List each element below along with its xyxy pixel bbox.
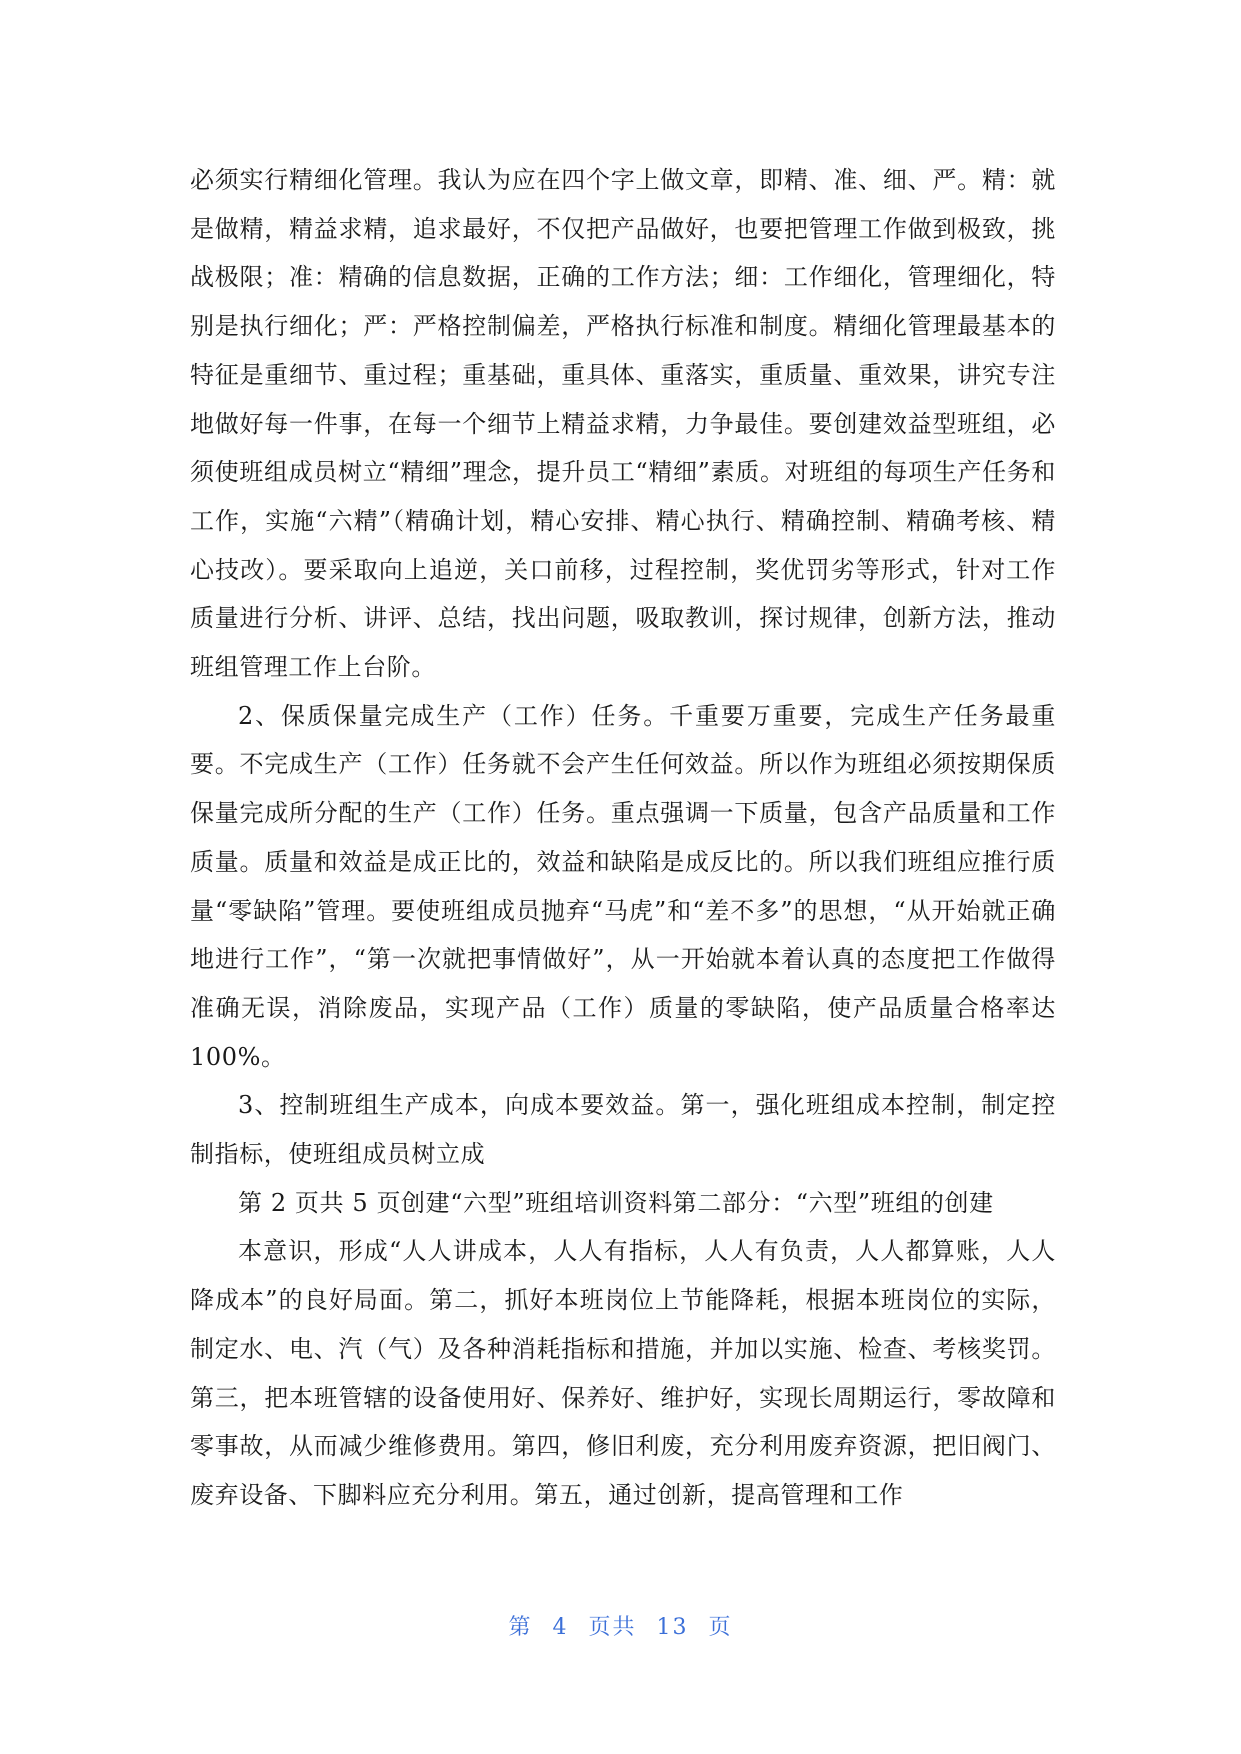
footer-prefix: 第 bbox=[508, 1615, 533, 1640]
footer-suffix: 页 bbox=[708, 1615, 733, 1640]
body-paragraph-4: 本意识，形成“人人讲成本，人人有指标，人人有负责，人人都算账，人人降成本”的良好局面。第二，抓好本班岗位上节能降耗，根据本班岗位的实际，制定水、电、汽（气）及各种消耗指标和措施，并加以实施、检查、考核奖罚。第三，把本班管辖的设备使用好、保养好、维护好，实现长周期运行，零故障和零事故，从而减少维修费用。第四，修旧利废，充分利用废弃资源，把旧阀门、废弃设备、下脚料应充分利用。第五，通过创新，提高管理和工作 bbox=[190, 1237, 1056, 1509]
embedded-page-header: 第 2 页共 5 页创建“六型”班组培训资料第二部分：“六型”班组的创建 bbox=[238, 1188, 994, 1217]
footer-current-page: 4 bbox=[552, 1615, 569, 1640]
body-paragraph-1: 必须实行精细化管理。我认为应在四个字上做文章，即精、准、细、严。精：就是做精，精益求精，追求最好，不仅把产品做好，也要把管理工作做到极致，挑战极限；准：精确的信息数据，正确的工作方法；细：工作细化，管理细化，特别是执行细化；严：严格控制偏差，严格执行标准和制度。精细化管理最基本的特征是重细节、重过程；重基础，重具体、重落实，重质量、重效果，讲究专注地做好每一件事，在每一个细节上精益求精，力争最佳。要创建效益型班组，必须使班组成员树立“精细”理念，提升员工“精细”素质。对班组的每项生产任务和工作，实施“六精”（精确计划，精心安排、精心执行、精确控制、精确考核、精心技改）。要采取向上追逆，关口前移，过程控制，奖优罚劣等形式，针对工作质量进行分析、讲评、总结，找出问题，吸取教训，探讨规律，创新方法，推动班组管理工作上台阶。 bbox=[190, 166, 1056, 682]
document-body bbox=[190, 156, 1056, 1520]
footer-total-pages: 13 bbox=[656, 1615, 689, 1640]
body-paragraph-3: 3、控制班组生产成本，向成本要效益。第一，强化班组成本控制，制定控制指标，使班组成员树立成 bbox=[190, 1091, 1056, 1169]
footer-middle: 页共 bbox=[588, 1615, 637, 1640]
body-paragraph-2: 2、保质保量完成生产（工作）任务。千重要万重要，完成生产任务最重要。不完成生产（工作）任务就不会产生任何效益。所以作为班组必须按期保质保量完成所分配的生产（工作）任务。重点强调一下质量，包含产品质量和工作质量。质量和效益是成正比的，效益和缺陷是成反比的。所以我们班组应推行质量“零缺陷”管理。要使班组成员抛弃“马虎”和“差不多”的思想，“从开始就正确地进行工作”，“第一次就把事情做好”，从一开始就本着认真的态度把工作做得准确无误，消除废品，实现产品（工作）质量的零缺陷，使产品质量合格率达 100%。 bbox=[190, 701, 1056, 1071]
page-footer bbox=[0, 1610, 1241, 1641]
